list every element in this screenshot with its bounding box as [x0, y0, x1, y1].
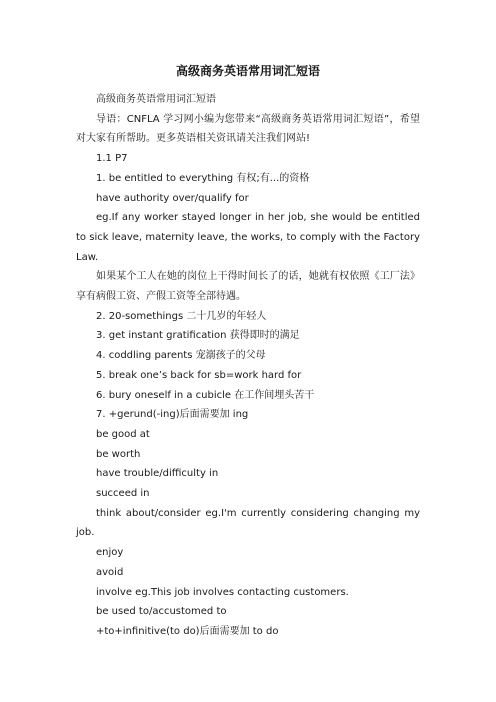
- list-item: enjoy: [96, 547, 124, 559]
- list-item: be good at: [96, 428, 150, 440]
- list-item: succeed in: [96, 488, 150, 500]
- list-item: 6. bury oneself in a cubicle 在工作间埋头苦干: [96, 389, 315, 401]
- intro-paragraph: 导语：CNFLA 学习网小编为您带来“高级商务英语常用词汇短语”，希望对大家有所帮助。更多英语相关资讯请关注我们网站!: [76, 113, 420, 145]
- list-item: avoid: [96, 566, 124, 578]
- example-chinese: 如果某个工人在她的岗位上干得时间长了的话，她就有权依照《工厂法》享有病假工资、产假工资等全部待遇。: [76, 271, 420, 303]
- list-item: 3. get instant gratification 获得即时的满足: [96, 330, 300, 342]
- list-item: +to+infinitive(to do)后面需要加 to do: [96, 625, 279, 637]
- list-item: involve eg.This job involves contacting customers.: [96, 586, 349, 598]
- list-item: 1. be entitled to everything 有权;有...的资格: [96, 172, 310, 184]
- example-english: eg.If any worker stayed longer in her job, she would be entitled to sick leave, maternity leave, the works, to comply with the Factory Law.: [76, 212, 420, 263]
- list-item: have authority over/qualify for: [96, 192, 249, 204]
- list-item: be used to/accustomed to: [96, 606, 227, 618]
- list-item: think about/consider eg.I'm currently considering changing my job.: [76, 507, 420, 539]
- document-subtitle: 高级商务英语常用词汇短语: [96, 94, 216, 105]
- list-item: 7. +gerund(-ing)后面需要加 ing: [96, 409, 249, 421]
- list-item: have trouble/difficulty in: [96, 468, 219, 480]
- list-item: 4. coddling parents 宠溺孩子的父母: [96, 350, 266, 362]
- list-item: 2. 20-somethings 二十几岁的年轻人: [96, 310, 267, 322]
- document-title: 高级商务英语常用词汇短语: [175, 64, 320, 78]
- list-item: be worth: [96, 448, 141, 460]
- list-item: 5. break one’s back for sb=work hard for: [96, 369, 302, 381]
- section-heading: 1.1 P7: [96, 153, 128, 165]
